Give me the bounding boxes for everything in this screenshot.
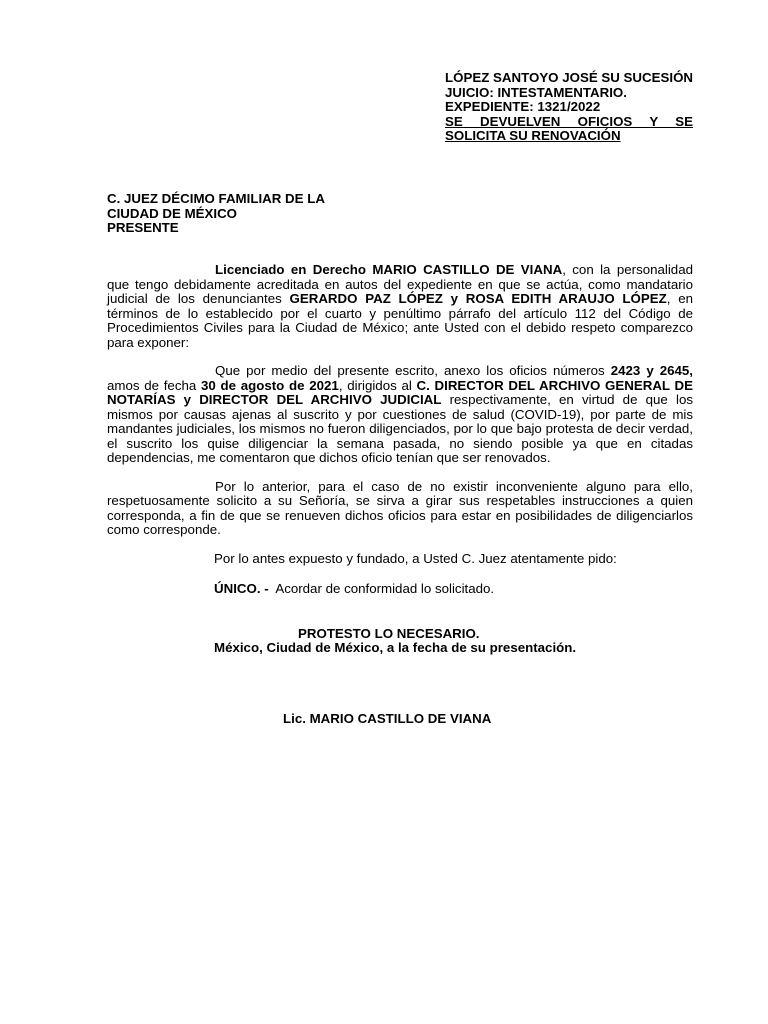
case-header: [445, 71, 693, 144]
closing-protest: PROTESTO LO NECESARIO.: [298, 626, 480, 641]
header-line-subject: SE DEVUELVEN OFICIOS Y SE SOLICITA SU RENOVACIÓN: [445, 113, 693, 143]
paragraph-introduction: [107, 263, 693, 350]
document-numbers: 2423 y 2645,: [610, 363, 693, 378]
header-line-trial: JUICIO: INTESTAMENTARIO.: [445, 84, 627, 100]
paragraph-petition: Por lo antes expuesto y fundado, a Usted C. Juez atentamente pido:: [214, 550, 617, 566]
unico-label: ÚNICO. -: [214, 581, 269, 596]
header-line-party: LÓPEZ SANTOYO JOSÉ SU SUCESIÓN: [445, 70, 694, 85]
signature-name: Lic. MARIO CASTILLO DE VIANA: [283, 711, 492, 726]
docs-text-3: , dirigidos al: [338, 377, 417, 393]
docs-text-1: Que por medio del presente escrito, anexo los oficios números: [215, 363, 611, 378]
intro-text-2: , en términos de lo establecido por el cuarto y penúltimo párrafo del artículo 112 del Código de Procedimientos Civiles para la Ciudad de México; ante Usted con el debido respeto comparezco para exponer:: [107, 291, 693, 350]
clients-names: GERARDO PAZ LÓPEZ y ROSA EDITH ARAUJO LÓPEZ: [289, 291, 667, 306]
header-line-file-number: EXPEDIENTE: 1321/2022: [445, 99, 601, 114]
document-date: 30 de agosto de 2021: [200, 377, 339, 393]
unico-text: Acordar de conformidad lo solicitado.: [268, 581, 495, 596]
intro-text-1: , con la personalidad que tengo debidamente acreditada en autos del expediente en que se actúa, como mandatario judicial de los denunciantes: [107, 262, 693, 306]
paragraph-unico: [107, 582, 693, 597]
docs-text-2: amos de fecha: [107, 377, 201, 393]
docs-text-4: respectivamente, en virtud de que los mismos por causas ajenas al suscrito y por cuestiones de salud (COVID-19), por parte de mis mandantes judiciales, los mismos no fueron diligenciados, por lo que bajo protesta de decir verdad, el suscrito los quise diligenciar la semana pasada, no siendo posible ya que en citadas dependencias, me comentaron que dichos oficio tenían que ser renovados.: [107, 392, 693, 465]
addressee-line-present: PRESENTE: [107, 220, 179, 235]
addressee-line-city: CIUDAD DE MÉXICO: [107, 205, 238, 221]
paragraph-request-renewal: Por lo anterior, para el caso de no existir inconveniente alguno para ello, respetuosamente solicito a su Señoría, se sirva a girar sus respetables instrucciones a quien corresponda, a fin de que se renueven dichos oficios para estar en posibilidades de diligenciarlos como corresponde.: [107, 478, 693, 537]
document-recipients: C. DIRECTOR DEL ARCHIVO GENERAL DE NOTARÍAS y DIRECTOR DEL ARCHIVO JUDICIAL: [107, 377, 693, 407]
addressee-line-judge: C. JUEZ DÉCIMO FAMILIAR DE LA: [107, 191, 325, 206]
closing-place-date: México, Ciudad de México, a la fecha de su presentación.: [214, 640, 577, 655]
lawyer-name: Licenciado en Derecho MARIO CASTILLO DE VIANA: [215, 262, 563, 277]
addressee-block: [107, 192, 407, 236]
paragraph-documents: [107, 364, 693, 466]
document-body: [107, 263, 693, 597]
